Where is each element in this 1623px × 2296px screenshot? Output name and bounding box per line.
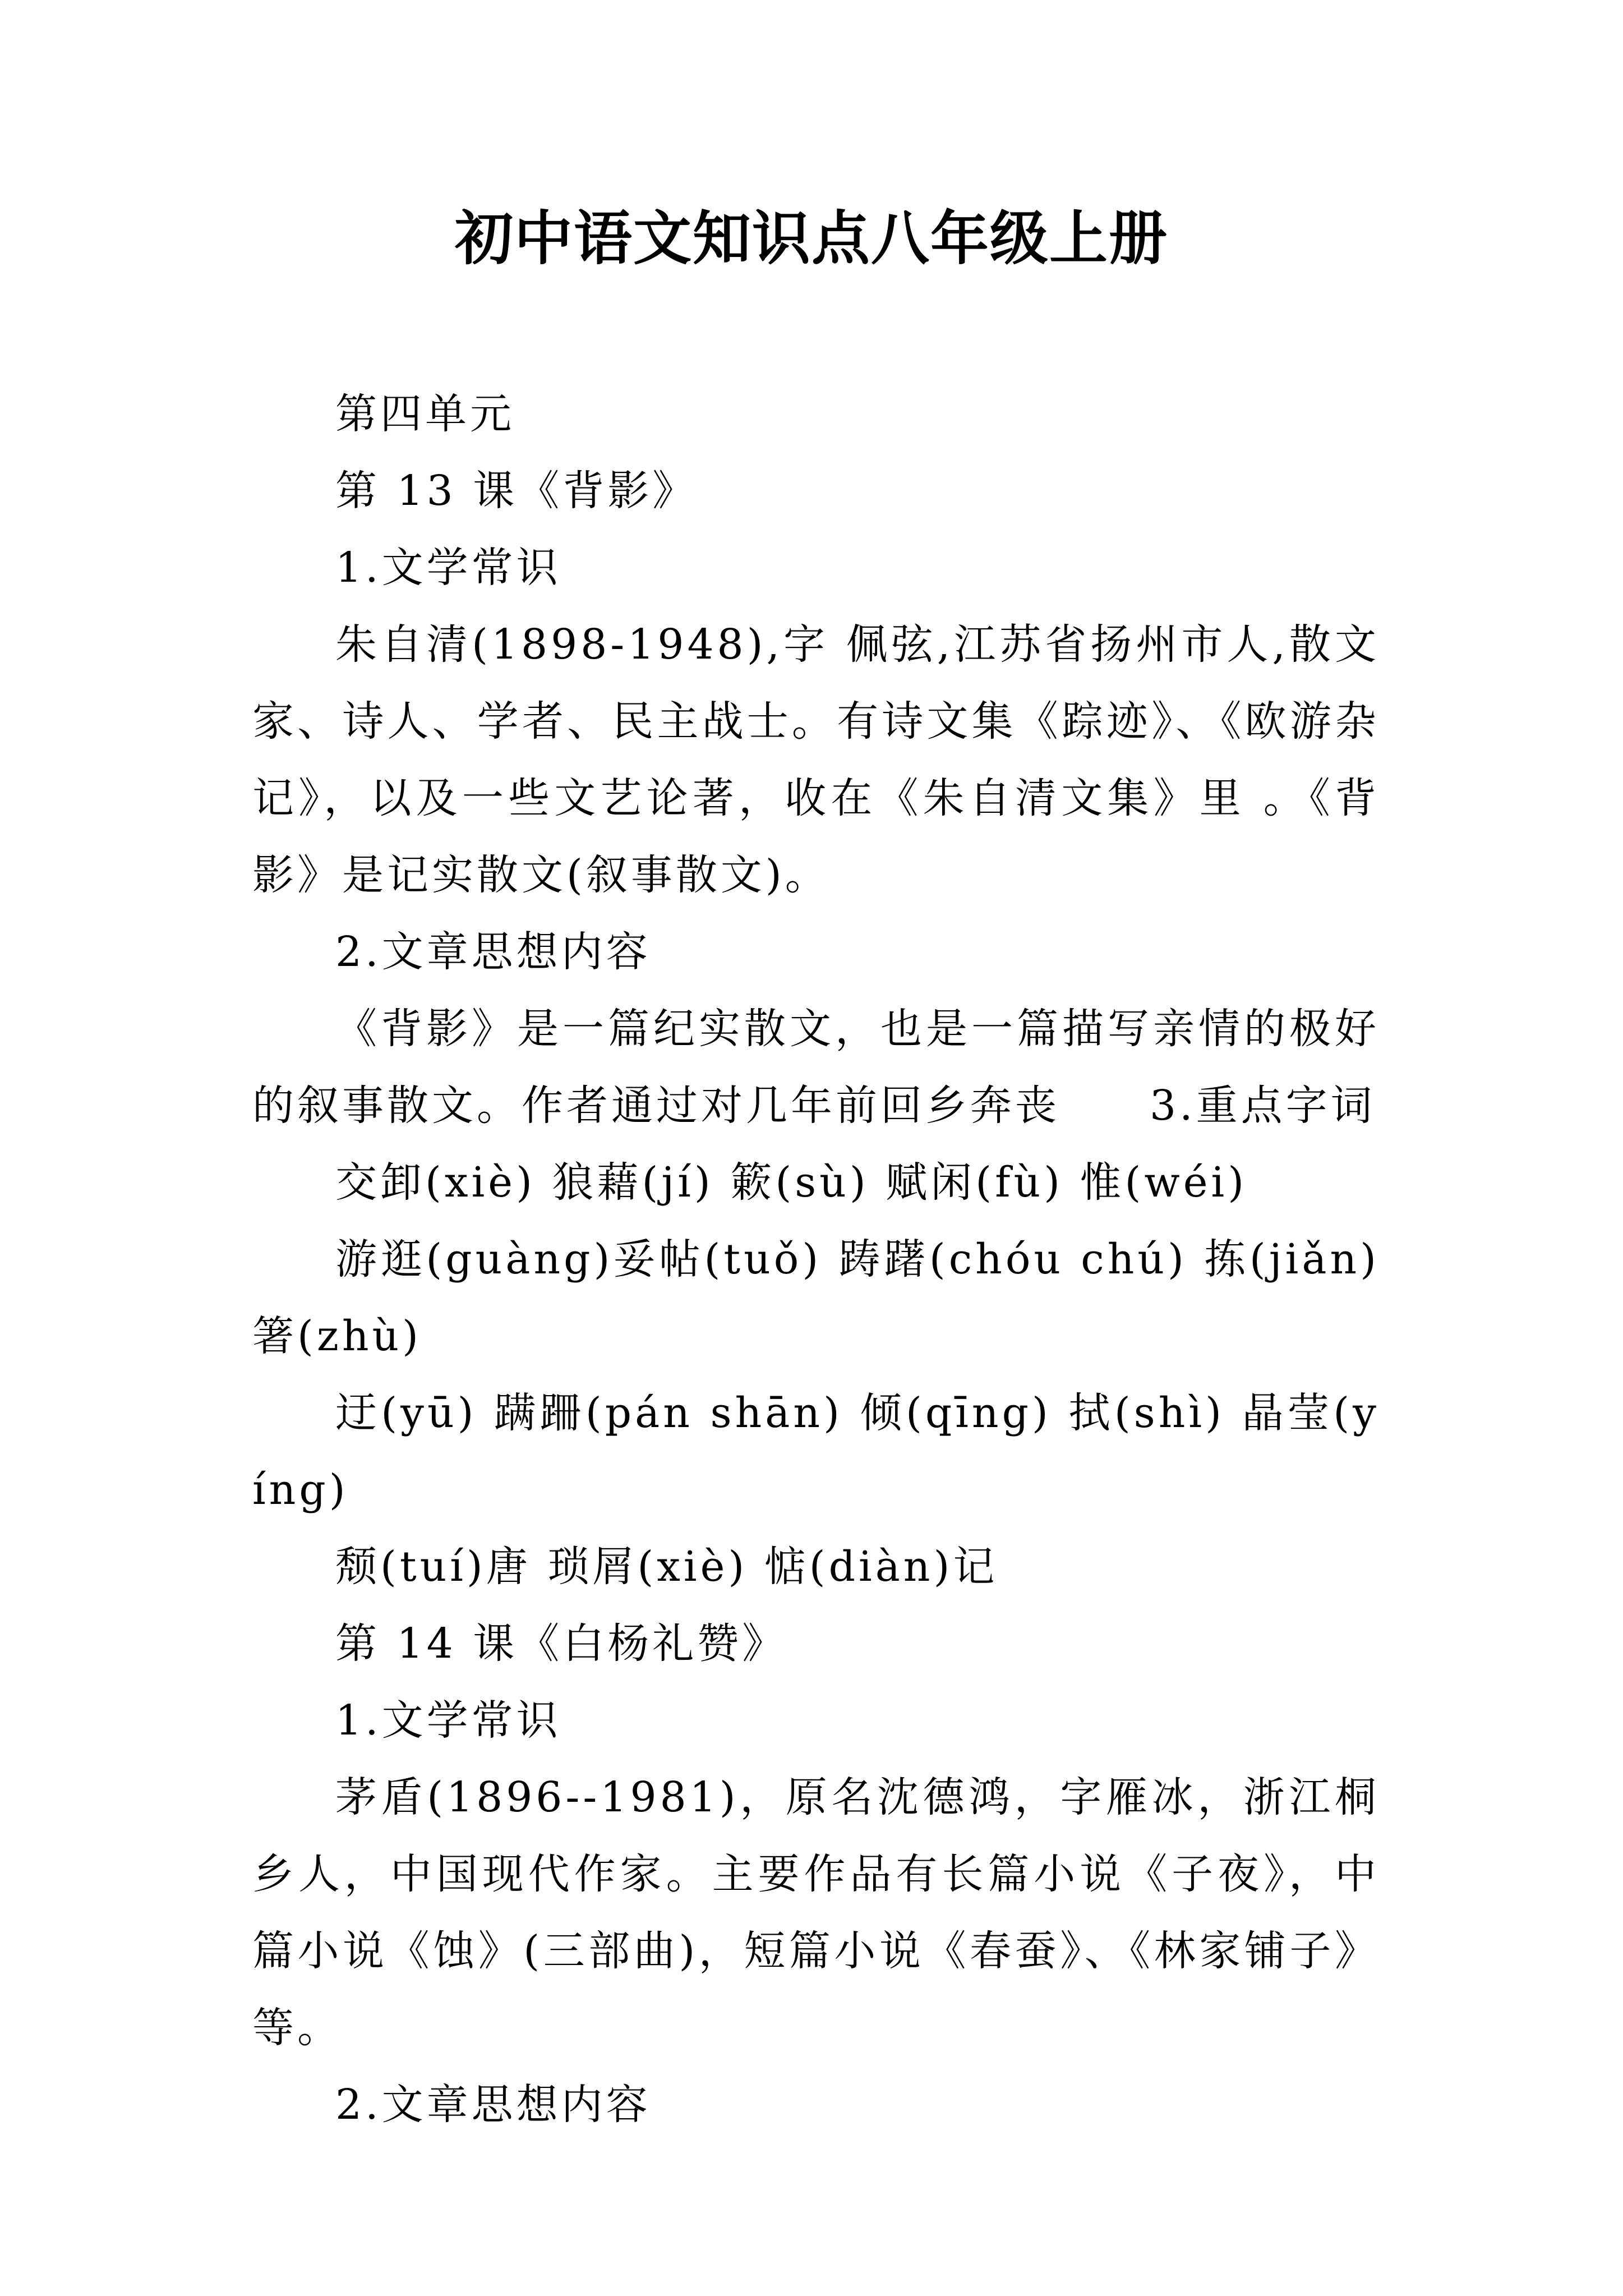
vocabulary-line-2: 游逛(guàng)妥帖(tuǒ) 踌躇(chóu chú) 拣(jiǎn) 箸(zhù) <box>252 1235 1380 1360</box>
lesson-13-heading: 第 13 课《背影》 <box>335 467 698 515</box>
unit-heading: 第四单元 <box>335 390 515 438</box>
vocabulary-line-1: 交卸(xiè) 狼藉(jí) 簌(sù) 赋闲(fù) 惟(wéi) <box>335 1158 1248 1207</box>
vocabulary-line-4: 颓(tuí)唐 琐屑(xiè) 惦(diàn)记 <box>335 1543 998 1591</box>
document-title: 初中语文知识点八年级上册 <box>454 204 1168 273</box>
section-literary-knowledge: 1.文学常识 <box>335 544 561 592</box>
vocabulary-line-3: 迂(yū) 蹒跚(pán shān) 倾(qīng) 拭(shì) 晶莹(yíng) <box>252 1389 1380 1514</box>
section-literary-knowledge-2: 1.文学常识 <box>335 1696 561 1745</box>
document-body <box>252 376 1380 2143</box>
section-article-content-2: 2.文章思想内容 <box>335 2081 651 2129</box>
paragraph-beiying-content: 《背影》是一篇纪实散文，也是一篇描写亲情的极好的叙事散文。作者通过对几年前回乡奔丧 3.重点字词 <box>252 1005 1380 1130</box>
paragraph-zhu-ziqing: 朱自清(1898-1948),字 佩弦,江苏省扬州市人,散文家、诗人、学者、民主战士。有诗文集《踪迹》、《欧游杂记》，以及一些文艺论著，收在《朱自清文集》里 。《背影》是记实散文(叙事散文)。 <box>252 620 1380 899</box>
section-article-content: 2.文章思想内容 <box>335 928 651 976</box>
lesson-14-heading: 第 14 课《白杨礼赞》 <box>335 1619 787 1668</box>
paragraph-mao-dun: 茅盾(1896--1981)，原名沈德鸿，字雁冰，浙江桐乡人，中国现代作家。主要作品有长篇小说《子夜》，中篇小说《蚀》(三部曲)，短篇小说《春蚕》、《林家铺子》等。 <box>252 1773 1380 2052</box>
